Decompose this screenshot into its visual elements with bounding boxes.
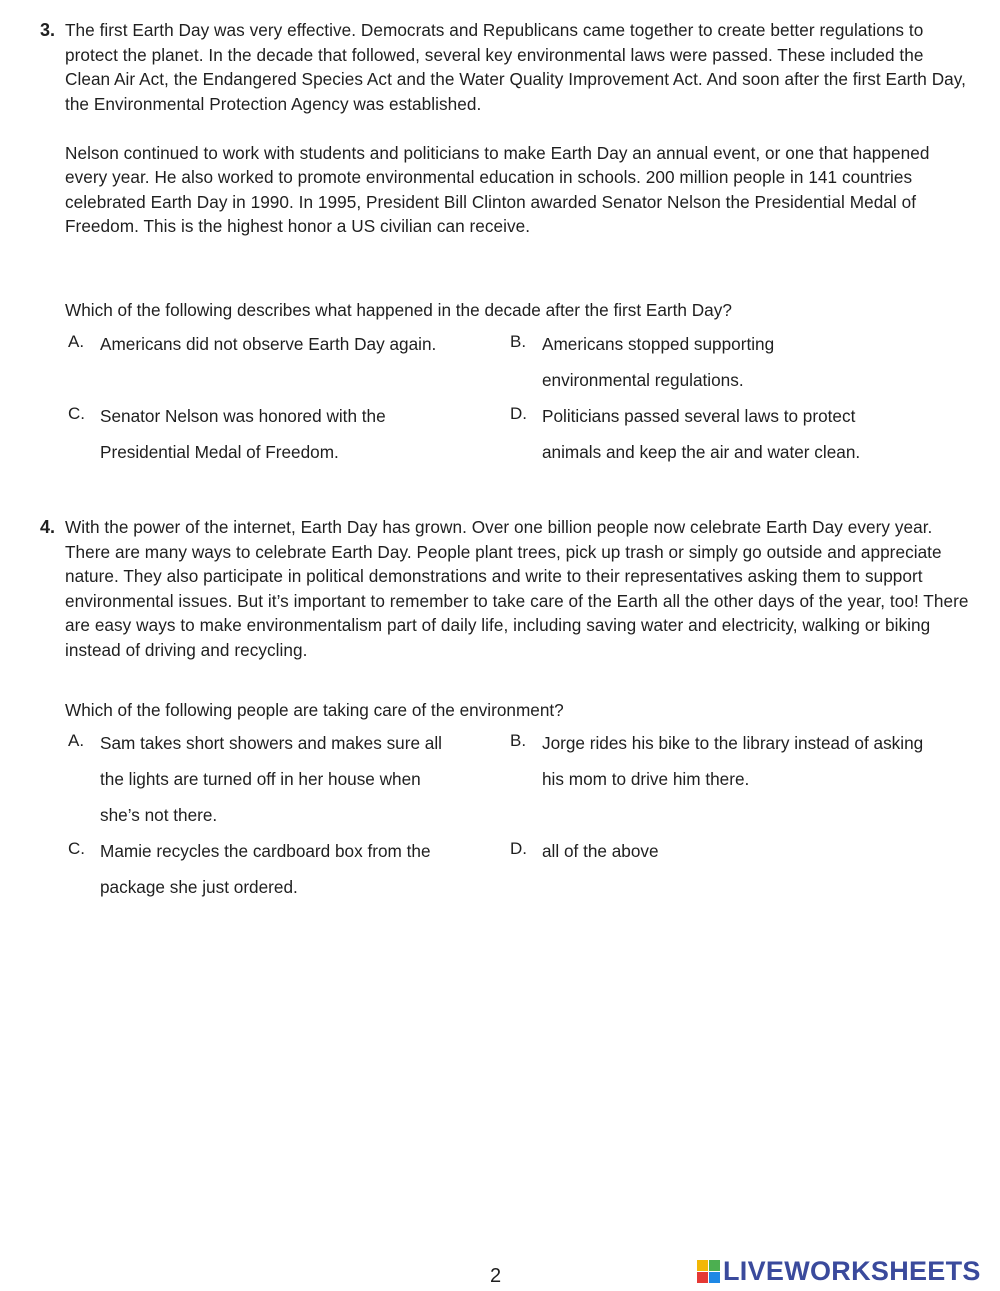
question-number: 3. [40, 20, 56, 40]
page-number: 2 [490, 1265, 502, 1287]
passage-paragraph: The first Earth Day was very effective. Democrats and Republicans came together to create better regulations to protect the planet. In the decade that followed, several key environmental laws were passed. These included the Clean Air Act, the Endangered Species Act and the Water Quality Improvement Act. And soon after the first Earth Day, the Environmental Protection Agency was established. [65, 20, 966, 114]
option-text: all of the above [542, 841, 659, 861]
question-4-passage [40, 515, 970, 662]
option-letter: B. [510, 332, 527, 351]
passage-paragraph: Nelson continued to work with students and politicians to make Earth Day an annual event, or one that happened every year. He also worked to promote environmental education in schools. 200 million people in 141 countries celebrated Earth Day in 1990. In 1995, President Bill Clinton awarded Senator Nelson the Presidential Medal of Freedom. This is the highest honor a US civilian can receive. [65, 142, 930, 236]
question-3-passage [40, 18, 970, 239]
option-text: Mamie recycles the cardboard box from the package she just ordered. [100, 841, 431, 897]
question-prompt: Which of the following describes what happened in the decade after the first Earth Day? [65, 300, 732, 320]
option-text: Americans stopped supporting environmental regulations. [542, 334, 775, 390]
option-letter: A. [68, 731, 85, 750]
question-prompt: Which of the following people are taking care of the environment? [65, 700, 564, 720]
option-text: Senator Nelson was honored with the Presidential Medal of Freedom. [100, 406, 386, 462]
option-letter: B. [510, 731, 527, 750]
option-letter: C. [68, 404, 85, 423]
option-letter: D. [510, 404, 527, 423]
passage-paragraph: With the power of the internet, Earth Day has grown. Over one billion people now celebrate Earth Day every year. There are many ways to celebrate Earth Day. People plant trees, pick up trash or simply go outside and appreciate nature. They also participate in political demonstrations and write to their representatives asking them to support environmental issues. But it’s important to remember to take care of the Earth all the other days of the year, too! There are easy ways to make environmentalism part of daily life, including saving water and electricity, walking or biking instead of driving and recycling. [65, 517, 969, 660]
option-text: Jorge rides his bike to the library instead of asking his mom to drive him there. [542, 733, 924, 789]
option-text: Sam takes short showers and makes sure all the lights are turned off in her house when she’s not there. [100, 733, 442, 825]
liveworksheets-logo [697, 1256, 981, 1287]
option-text: Politicians passed several laws to protect animals and keep the air and water clean. [542, 406, 861, 462]
logo-text: LIVEWORKSHEETS [723, 1256, 981, 1286]
option-letter: C. [68, 839, 85, 858]
option-letter: A. [68, 332, 85, 351]
question-number: 4. [40, 517, 56, 537]
logo-blocks-icon [697, 1260, 720, 1283]
option-letter: D. [510, 839, 527, 858]
option-text: Americans did not observe Earth Day again. [100, 334, 437, 354]
